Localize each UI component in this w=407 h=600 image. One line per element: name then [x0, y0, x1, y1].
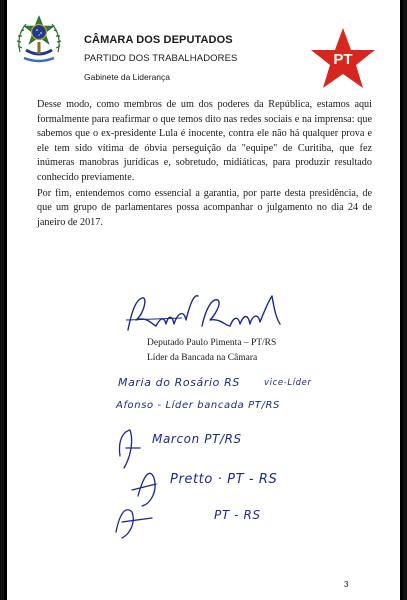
signatory-role: Líder da Bancada na Câmara [147, 353, 258, 363]
coat-of-arms-icon [14, 12, 64, 68]
page-number: 3 [344, 580, 349, 589]
handwritten-line-3: Marcon PT/RS [152, 432, 242, 446]
letterhead [84, 34, 237, 82]
letter-body [37, 98, 372, 230]
signature-scribbles [112, 372, 402, 552]
pt-logo-text: PT [333, 51, 353, 68]
handwritten-line-2: Afonso - Líder bancada PT/RS [116, 400, 280, 411]
party-name: PARTIDO DOS TRABALHADORES [84, 53, 238, 64]
handwritten-line-5: PT - RS [214, 508, 261, 522]
handwritten-line-4: Pretto · PT - RS [170, 472, 278, 487]
pt-star-logo-icon [309, 26, 377, 92]
paragraph-1: Desse modo, como membros de um dos poderes da República, estamos aqui formalmente para reafirmar o que temos dito nas redes sociais e na imprensa: que sabemos que o ex-presidente Lula é inocente, contra ele não há qualquer prova e ele tem sido vítima de óbvia perseguição da "equipe" de Curitiba, que fez inúmeras manobras jurídicas e, sobretudo, midiáticas, para produzir resultado conhecido previamente. [37, 99, 372, 183]
paragraph-2: Por fim, entendemos como essencial a garantia, por parte desta presidência, de que um grupo de parlamentares possa acompanhar o julgamento no dia 24 de janeiro de 2017. [37, 187, 372, 228]
organization-name: CÂMARA DOS DEPUTADOS [84, 34, 233, 46]
document-page [4, 0, 403, 600]
handwritten-line-1-suffix: vice-Líder [264, 378, 312, 388]
handwritten-signatures [112, 372, 402, 552]
main-signature [122, 290, 292, 336]
handwritten-line-1: Maria do Rosário RS [118, 376, 240, 389]
signatory-block [147, 336, 276, 366]
office-name: Gabinete da Liderança [84, 72, 171, 82]
signatory-name: Deputado Paulo Pimenta – PT/RS [147, 338, 277, 348]
